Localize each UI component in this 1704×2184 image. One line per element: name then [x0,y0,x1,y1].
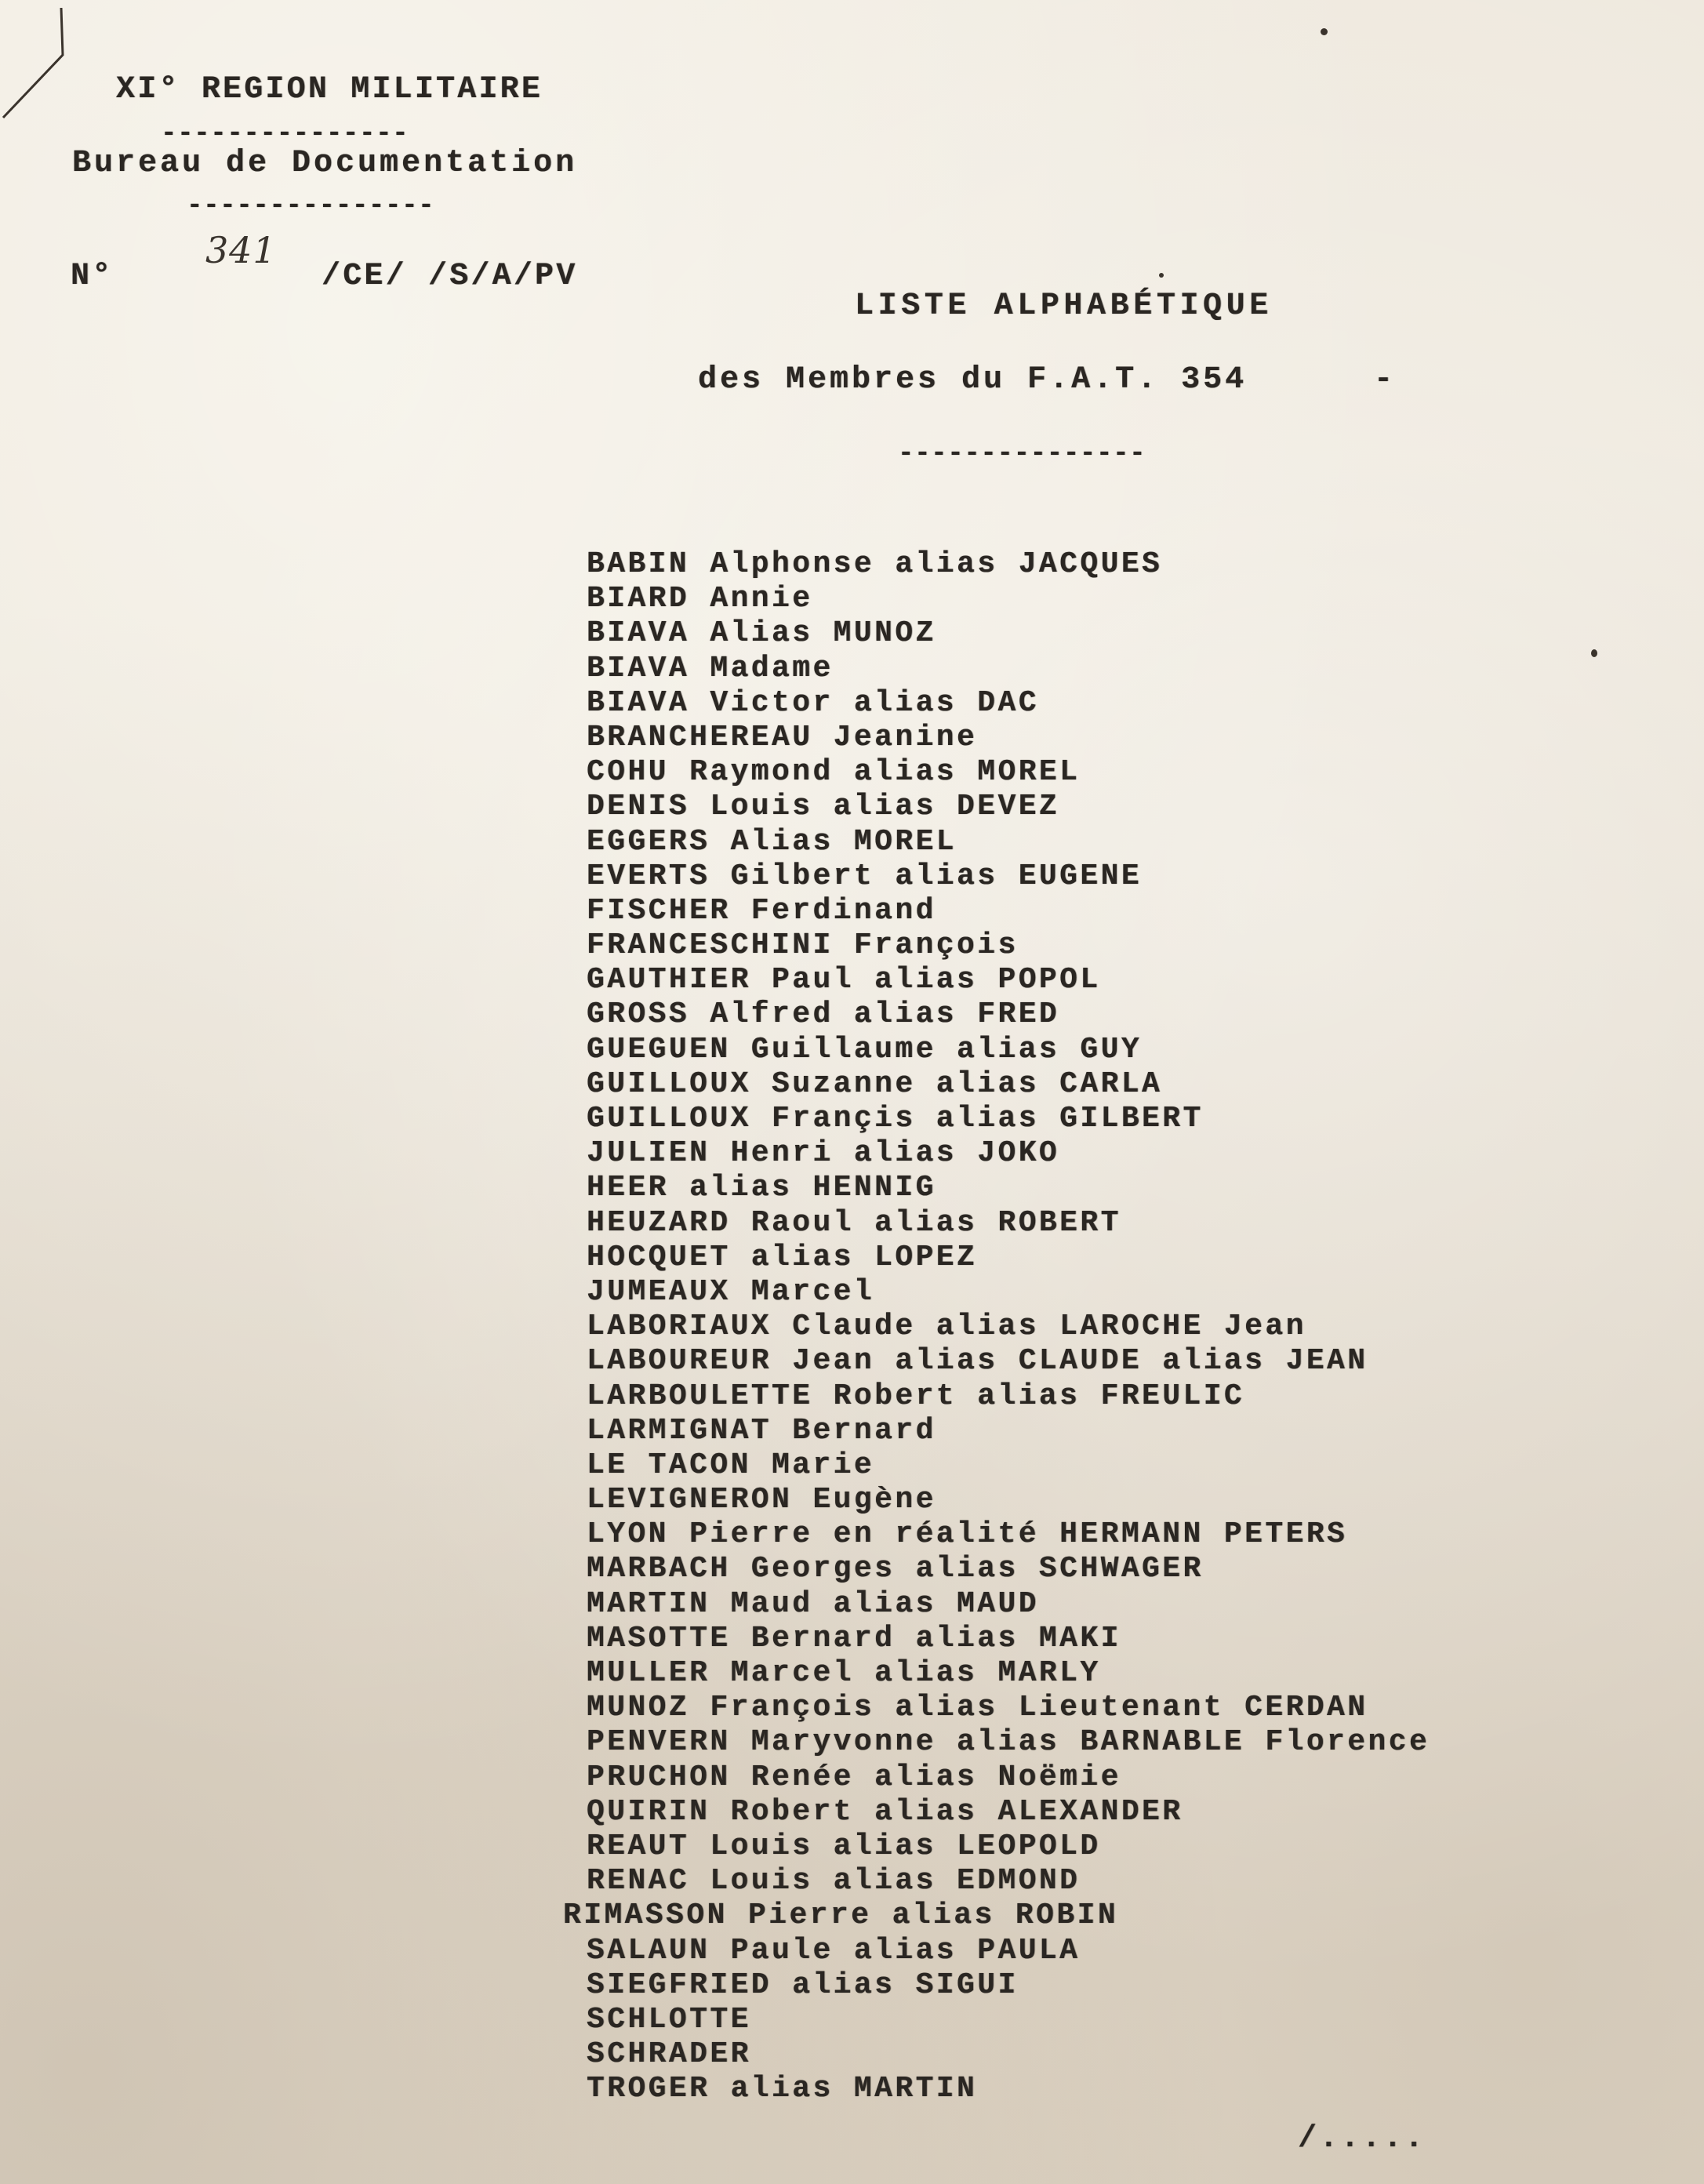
page-fold-mark [0,0,94,125]
member-entry: FRANCESCHINI François [587,928,1019,963]
header-rule-bottom: --------------- [187,191,435,221]
member-entry: LABORIAUX Claude alias LAROCHE Jean [587,1310,1306,1344]
member-entry: BIAVA Victor alias DAC [587,685,1039,720]
reference-prefix: N° [71,259,114,294]
member-entry: MARTIN Maud alias MAUD [587,1586,1039,1621]
member-entry: BIARD Annie [587,582,813,616]
member-entry: JUMEAUX Marcel [587,1274,875,1309]
member-entry: QUIRIN Robert alias ALEXANDER [587,1794,1183,1829]
member-entry: GUEGUEN Guillaume alias GUY [587,1032,1143,1067]
reference-code: /CE/ /S/A/PV [322,259,578,294]
member-entry: LYON Pierre en réalité HERMANN PETERS [587,1517,1348,1552]
header-unit: XI° REGION MILITAIRE [116,72,543,107]
member-entry: BABIN Alphonse alias JACQUES [587,547,1163,581]
member-entry: HEER alias HENNIG [587,1171,936,1205]
member-entry: LEVIGNERON Eugène [587,1483,936,1517]
header-bureau: Bureau de Documentation [72,146,578,181]
member-entry: BIAVA Alias MUNOZ [587,616,936,651]
member-entry: MASOTTE Bernard alias MAKI [587,1621,1121,1655]
member-entry: LARMIGNAT Bernard [587,1413,936,1448]
member-entry: GAUTHIER Paul alias POPOL [587,963,1101,998]
member-entry: FISCHER Ferdinand [587,893,936,928]
member-entry: REAUT Louis alias LEOPOLD [587,1829,1101,1863]
member-entry: PENVERN Maryvonne alias BARNABLE Florence [587,1725,1430,1760]
member-entry: LARBOULETTE Robert alias FREULIC [587,1379,1245,1413]
member-entry: GUILLOUX Françis alias GILBERT [587,1102,1204,1136]
header-rule-top: --------------- [161,119,409,149]
member-entry: LABOUREUR Jean alias CLAUDE alias JEAN [587,1344,1368,1379]
member-entry: HOCQUET alias LOPEZ [587,1240,978,1274]
member-entry: GUILLOUX Suzanne alias CARLA [587,1067,1163,1101]
member-entry: MARBACH Georges alias SCHWAGER [587,1552,1204,1586]
ink-speck [1591,649,1597,657]
member-entry: COHU Raymond alias MOREL [587,755,1081,790]
member-entry: SIEGFRIED alias SIGUI [587,1968,1019,2002]
member-entry: TROGER alias MARTIN [587,2072,978,2106]
subtitle-dash: - [1374,362,1396,398]
title-rule: --------------- [898,439,1146,469]
member-entry: RIMASSON Pierre alias ROBIN [563,1899,1119,1933]
member-entry: HEUZARD Raoul alias ROBERT [587,1205,1121,1240]
ink-speck [1321,28,1328,35]
ink-speck [1159,273,1164,278]
member-entry: DENIS Louis alias DEVEZ [587,790,1060,824]
member-entry: LE TACON Marie [587,1448,875,1482]
document-title: LISTE ALPHABÉTIQUE [855,289,1273,324]
member-entry: EGGERS Alias MOREL [587,824,957,859]
member-list [563,547,1430,2106]
reference-number-handwritten: 341 [205,229,277,271]
member-entry: RENAC Louis alias EDMOND [587,1864,1081,1899]
member-entry: BRANCHEREAU Jeanine [587,720,978,754]
member-entry: SCHLOTTE [587,2002,751,2037]
member-entry: EVERTS Gilbert alias EUGENE [587,859,1143,893]
member-entry: SALAUN Paule alias PAULA [587,1933,1081,1968]
member-entry: MUNOZ François alias Lieutenant CERDAN [587,1691,1368,1725]
member-entry: MULLER Marcel alias MARLY [587,1656,1101,1690]
member-entry: GROSS Alfred alias FRED [587,998,1060,1032]
continuation-mark: /..... [1298,2121,1426,2157]
member-entry: PRUCHON Renée alias Noëmie [587,1760,1121,1794]
member-entry: BIAVA Madame [587,651,834,685]
document-subtitle: des Membres du F.A.T. 354 [698,362,1248,398]
member-entry: SCHRADER [587,2037,751,2072]
member-entry: JULIEN Henri alias JOKO [587,1136,1060,1171]
